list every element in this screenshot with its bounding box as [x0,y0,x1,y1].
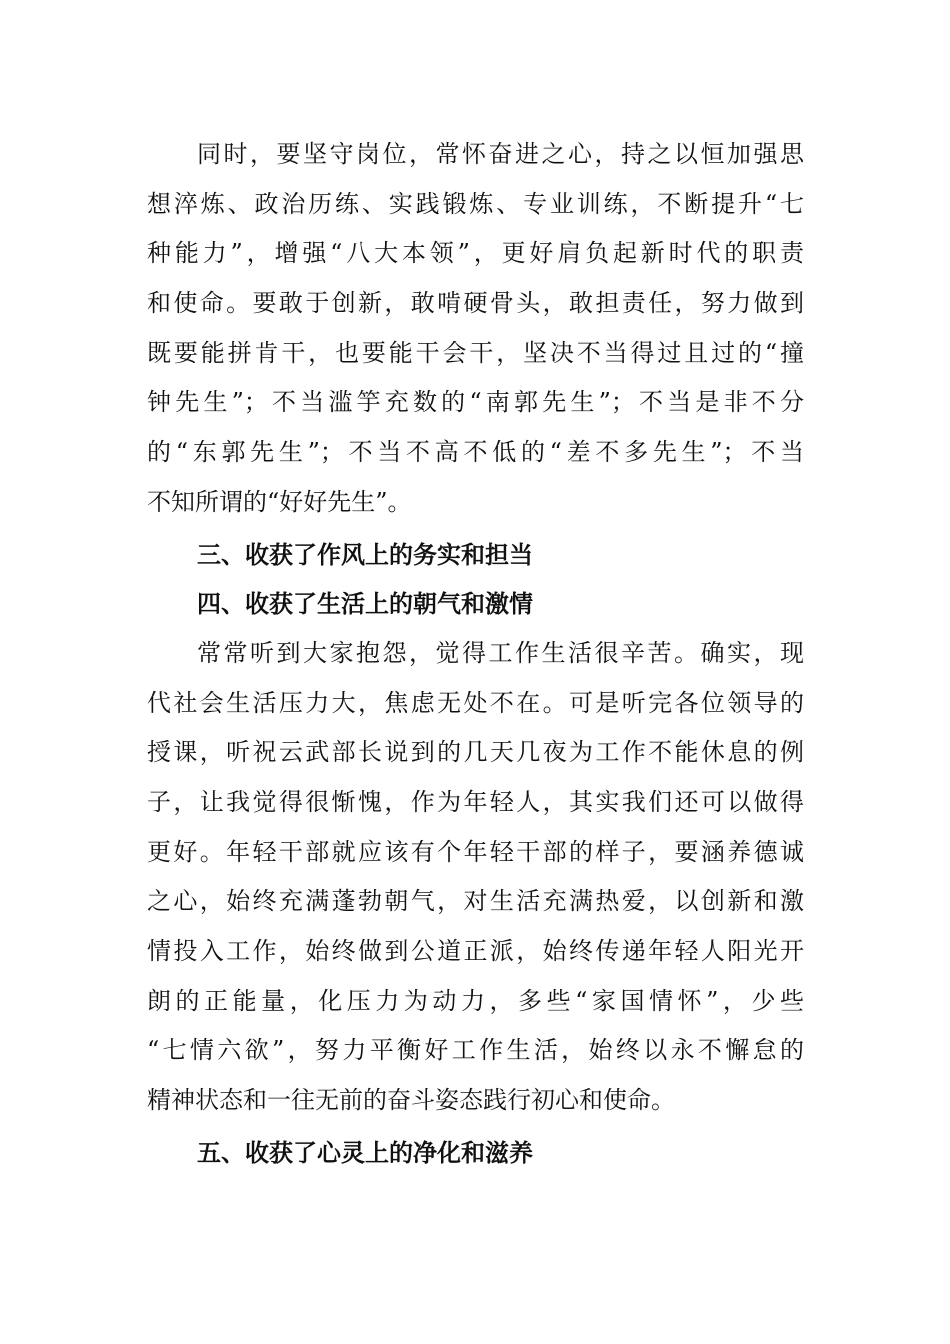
text-line: 子，让我觉得很惭愧，作为年轻人，其实我们还可以做得 [147,787,804,816]
text-line: 代社会生活压力大，焦虑无处不在。可是听完各位领导的 [147,688,804,717]
text-line: 不知所谓的“好好先生”。 [147,487,412,516]
text-line: 既要能拼肯干，也要能干会干，坚决不当得过且过的“撞 [147,338,804,367]
text-line: 情投入工作，始终做到公道正派，始终传递年轻人阳光开 [147,937,804,965]
text-line: 之心，始终充满蓬勃朝气，对生活充满热爱，以创新和激 [147,887,804,916]
text-line: 常常听到大家抱怨，觉得工作生活很辛苦。确实，现 [197,638,804,667]
text-line: 同时，要坚守岗位，常怀奋进之心，持之以恒加强思 [197,140,804,168]
paragraph-1 [147,130,804,528]
text-line: 想淬炼、政治历练、实践锻炼、专业训练，不断提升“七 [147,189,804,218]
section-heading-3: 三、收获了作风上的务实和担当 [197,539,533,569]
text-line: 和使命。要敢于创新，敢啃硬骨头，敢担责任，努力做到 [147,289,804,318]
section-heading-4: 四、收获了生活上的朝气和激情 [197,589,533,619]
text-line: “七情六欲”，努力平衡好工作生活，始终以永不懈怠的 [147,1036,804,1065]
text-line: 更好。年轻干部就应该有个年轻干部的样子，要涵养德诚 [147,837,804,866]
section-heading-5: 五、收获了心灵上的净化和滋养 [197,1137,533,1167]
text-line: 种能力”，增强“八大本领”，更好肩负起新时代的职责 [147,239,804,268]
text-line: 朗的正能量，化压力为动力，多些“家国情怀”，少些 [147,986,804,1015]
paragraph-2 [147,629,804,1126]
text-line: 精神状态和一往无前的奋斗姿态践行初心和使命。 [147,1086,675,1115]
text-line: 的“东郭先生”；不当不高不低的“差不多先生”；不当 [147,438,804,467]
text-line: 授课，听祝云武部长说到的几天几夜为工作不能休息的例 [147,738,804,767]
document-page [147,130,804,1177]
text-line: 钟先生”；不当滥竽充数的“南郭先生”；不当是非不分 [147,388,804,417]
